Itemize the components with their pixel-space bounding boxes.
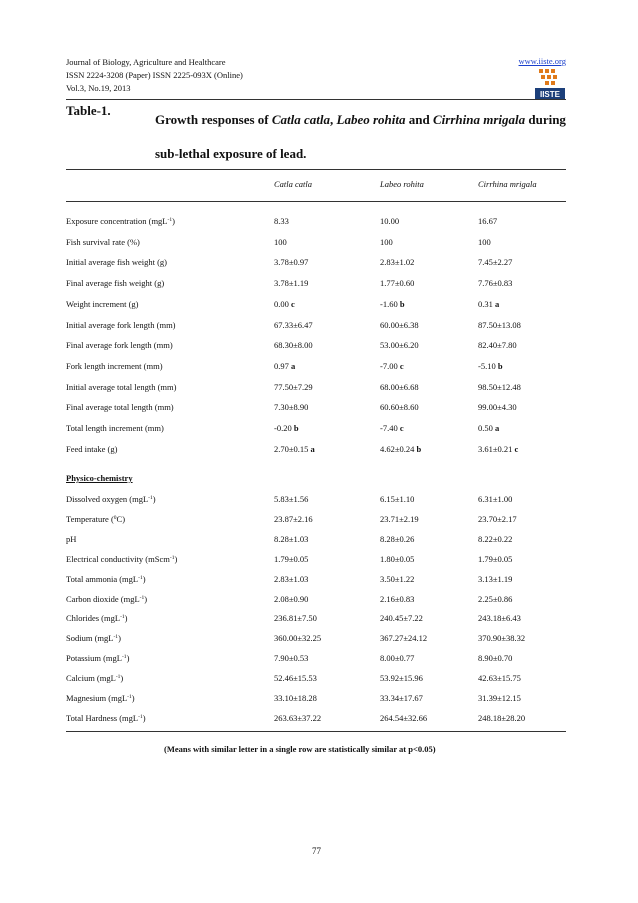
- cell-value: 2.08±0.90: [274, 593, 309, 604]
- cell-value: 8.33: [274, 216, 289, 226]
- table-title: Growth responses of Catla catla, Labeo rohita and Cirrhina mrigala during sub-lethal exposure of lead.: [155, 112, 566, 161]
- cell-value: 33.10±18.28: [274, 693, 317, 703]
- significance-letter: a: [495, 423, 500, 433]
- cell-value: 8.28±0.26: [380, 533, 415, 544]
- table-row: [0, 613, 638, 629]
- table-row: [0, 494, 638, 510]
- table-row: [0, 382, 638, 398]
- cell-value: 87.50±13.08: [478, 319, 521, 330]
- row-label: Total length increment (mm): [66, 423, 164, 433]
- table-row: [0, 299, 638, 315]
- cell-value: -0.20 b: [274, 423, 299, 433]
- row-label: Initial average fork length (mm): [66, 319, 176, 330]
- cell-value: 0.50 a: [478, 423, 500, 433]
- row-label: Magnesium (mgL$^{-1}$): [66, 693, 135, 703]
- row-label: Total Hardness (mgL$^{-1}$): [66, 712, 146, 723]
- journal-url-link[interactable]: www.iiste.org: [518, 56, 566, 66]
- page-number: 77: [312, 846, 321, 856]
- cell-value: -1.60 b: [380, 298, 405, 309]
- row-label: Calcium (mgL$^{-1}$): [66, 673, 124, 684]
- cell-value: 1.80±0.05: [380, 553, 415, 564]
- cell-value: 3.78±0.97: [274, 257, 309, 268]
- table-row: [0, 216, 638, 232]
- column-header-catla: Catla catla: [274, 179, 313, 189]
- cell-value: 8.22±0.22: [478, 533, 513, 544]
- cell-value: 3.78±1.19: [274, 278, 309, 289]
- journal-name: Journal of Biology, Agriculture and Healthcare: [66, 57, 226, 67]
- row-label: Electrical conductivity (mScm$^{-1}$): [66, 553, 178, 564]
- row-label: Feed intake (g): [66, 443, 118, 454]
- significance-letter: a: [495, 298, 500, 309]
- table-row: [0, 693, 638, 709]
- significance-letter: b: [416, 443, 422, 454]
- table-row: [0, 320, 638, 336]
- cell-value: 33.34±17.67: [380, 693, 423, 703]
- cell-value: 6.31±1.00: [478, 494, 513, 504]
- row-label: Potassium (mgL$^{-1}$): [66, 653, 130, 664]
- cell-value: 8.28±1.03: [274, 533, 309, 544]
- significance-letter: a: [310, 443, 315, 454]
- cell-value: 0.31 a: [478, 298, 500, 309]
- cell-value: 263.63±37.22: [274, 712, 322, 723]
- cell-value: 1.79±0.05: [478, 553, 513, 564]
- row-label: Carbon dioxide (mgL$^{-1}$): [66, 593, 148, 604]
- cell-value: 5.83±1.56: [274, 494, 309, 504]
- row-label: Initial average fish weight (g): [66, 257, 168, 268]
- cell-value: 1.79±0.05: [274, 553, 309, 564]
- cell-value: 360.00±32.25: [274, 633, 322, 644]
- cell-value: 367.27±24.12: [380, 633, 428, 644]
- issn-line: ISSN 2224-3208 (Paper) ISSN 2225-093X (Online): [66, 70, 243, 80]
- cell-value: 4.62±0.24 b: [380, 443, 422, 454]
- cell-value: 60.00±6.38: [380, 319, 419, 330]
- cell-value: 16.67: [478, 216, 498, 226]
- table-row: [0, 673, 638, 689]
- cell-value: 0.97 a: [274, 360, 296, 371]
- table-row: [0, 237, 638, 253]
- cell-value: -7.00 c: [380, 360, 404, 371]
- table-row: [0, 633, 638, 649]
- cell-value: 6.15±1.10: [380, 494, 415, 504]
- cell-value: 243.18±6.43: [478, 613, 521, 624]
- cell-value: 3.61±0.21 c: [478, 443, 519, 454]
- significance-letter: b: [497, 360, 503, 371]
- cell-value: 23.87±2.16: [274, 513, 313, 524]
- table-row: [0, 361, 638, 377]
- cell-value: 100: [380, 236, 393, 247]
- cell-value: 3.50±1.22: [380, 573, 415, 584]
- cell-value: 0.00 c: [274, 298, 295, 309]
- cell-value: 53.92±15.96: [380, 673, 423, 684]
- cell-value: 53.00±6.20: [380, 340, 419, 351]
- significance-letter: c: [399, 360, 404, 371]
- cell-value: 264.54±32.66: [380, 712, 428, 723]
- row-label: Initial average total length (mm): [66, 381, 177, 392]
- significance-letter: c: [399, 423, 404, 433]
- volume-line: Vol.3, No.19, 2013: [66, 83, 131, 93]
- species-catla: Catla catla: [271, 112, 331, 127]
- cell-value: 7.45±2.27: [478, 257, 513, 268]
- row-label: Exposure concentration (mgL$^{-1}$): [66, 216, 175, 226]
- table-row: [0, 340, 638, 356]
- cell-value: 31.39±12.15: [478, 693, 521, 703]
- cell-value: 52.46±15.53: [274, 673, 317, 684]
- cell-value: 2.83±1.03: [274, 573, 309, 584]
- row-label: Chlorides (mgL$^{-1}$): [66, 613, 128, 624]
- cell-value: 7.90±0.53: [274, 653, 309, 664]
- table-bottom-rule: [66, 731, 566, 732]
- row-label: Final average fish weight (g): [66, 278, 165, 289]
- table-footnote: (Means with similar letter in a single row are statistically similar at p<0.05): [164, 744, 436, 754]
- significance-letter: a: [291, 360, 296, 371]
- cell-value: 2.16±0.83: [380, 593, 415, 604]
- cell-value: 2.83±1.02: [380, 257, 415, 268]
- cell-value: 10.00: [380, 216, 400, 226]
- significance-letter: b: [293, 423, 299, 433]
- cell-value: 7.76±0.83: [478, 278, 513, 289]
- row-label: Final average fork length (mm): [66, 340, 173, 351]
- cell-value: 240.45±7.22: [380, 613, 423, 624]
- cell-value: -7.40 c: [380, 423, 404, 433]
- cell-value: 98.50±12.48: [478, 381, 521, 392]
- section-physico-chemistry: Physico-chemistry: [66, 473, 133, 483]
- cell-value: 8.90±0.70: [478, 653, 513, 664]
- column-header-cirrhina: Cirrhina mrigala: [478, 179, 537, 189]
- row-label: Total ammonia (mgL$^{-1}$): [66, 573, 146, 584]
- cell-value: 100: [478, 236, 491, 247]
- cell-value: 23.70±2.17: [478, 513, 517, 524]
- table-row: [0, 402, 638, 418]
- cell-value: 2.25±0.86: [478, 593, 513, 604]
- row-label: Temperature ($^0$C): [66, 513, 126, 524]
- cell-value: 1.77±0.60: [380, 278, 415, 289]
- cell-value: 99.00±4.30: [478, 402, 517, 413]
- cell-value: 68.00±6.68: [380, 381, 419, 392]
- cell-value: 370.90±38.32: [478, 633, 526, 644]
- significance-letter: b: [399, 298, 405, 309]
- table-row: [0, 423, 638, 439]
- cell-value: 60.60±8.60: [380, 402, 419, 413]
- cell-value: 2.70±0.15 a: [274, 443, 315, 454]
- table-row: [0, 278, 638, 294]
- logo-text: IISTE: [539, 90, 561, 99]
- row-label: Dissolved oxygen (mgL$^{-1}$): [66, 494, 156, 504]
- cell-value: 100: [274, 236, 287, 247]
- cell-value: -5.10 b: [478, 360, 503, 371]
- table-row: [0, 653, 638, 669]
- significance-letter: c: [514, 443, 519, 454]
- cell-value: 42.63±15.75: [478, 673, 521, 684]
- row-label: Weight increment (g): [66, 298, 139, 309]
- significance-letter: c: [291, 298, 295, 309]
- species-labeo: Labeo rohita: [336, 112, 406, 127]
- cell-value: 23.71±2.19: [380, 513, 419, 524]
- cell-value: 67.33±6.47: [274, 319, 313, 330]
- cell-value: 248.18±28.20: [478, 712, 526, 723]
- cell-value: 68.30±8.00: [274, 340, 313, 351]
- cell-value: 8.00±0.77: [380, 653, 415, 664]
- header-rule: [66, 99, 566, 100]
- table-row: [0, 574, 638, 590]
- cell-value: 77.50±7.29: [274, 381, 313, 392]
- table-top-rule: [66, 169, 566, 170]
- table-row: [0, 257, 638, 273]
- table-row: [0, 713, 638, 729]
- table-row: [0, 554, 638, 570]
- table-row: [0, 514, 638, 530]
- table-label: Table-1.: [66, 103, 111, 118]
- table-row: [0, 534, 638, 550]
- row-label: Fork length increment (mm): [66, 360, 163, 371]
- row-label: Final average total length (mm): [66, 402, 174, 413]
- table-row: [0, 594, 638, 610]
- iiste-logo: [533, 67, 567, 101]
- row-label: Sodium (mgL$^{-1}$): [66, 633, 121, 644]
- row-label: Fish survival rate (%): [66, 236, 140, 247]
- species-cirrhina: Cirrhina mrigala: [432, 112, 526, 127]
- row-label: pH: [66, 533, 77, 544]
- cell-value: 82.40±7.80: [478, 340, 517, 351]
- cell-value: 7.30±8.90: [274, 402, 309, 413]
- table-row: [0, 444, 638, 460]
- cell-value: 236.81±7.50: [274, 613, 317, 624]
- cell-value: 3.13±1.19: [478, 573, 513, 584]
- header-bottom-rule: [66, 201, 566, 202]
- column-header-labeo: Labeo rohita: [380, 179, 424, 189]
